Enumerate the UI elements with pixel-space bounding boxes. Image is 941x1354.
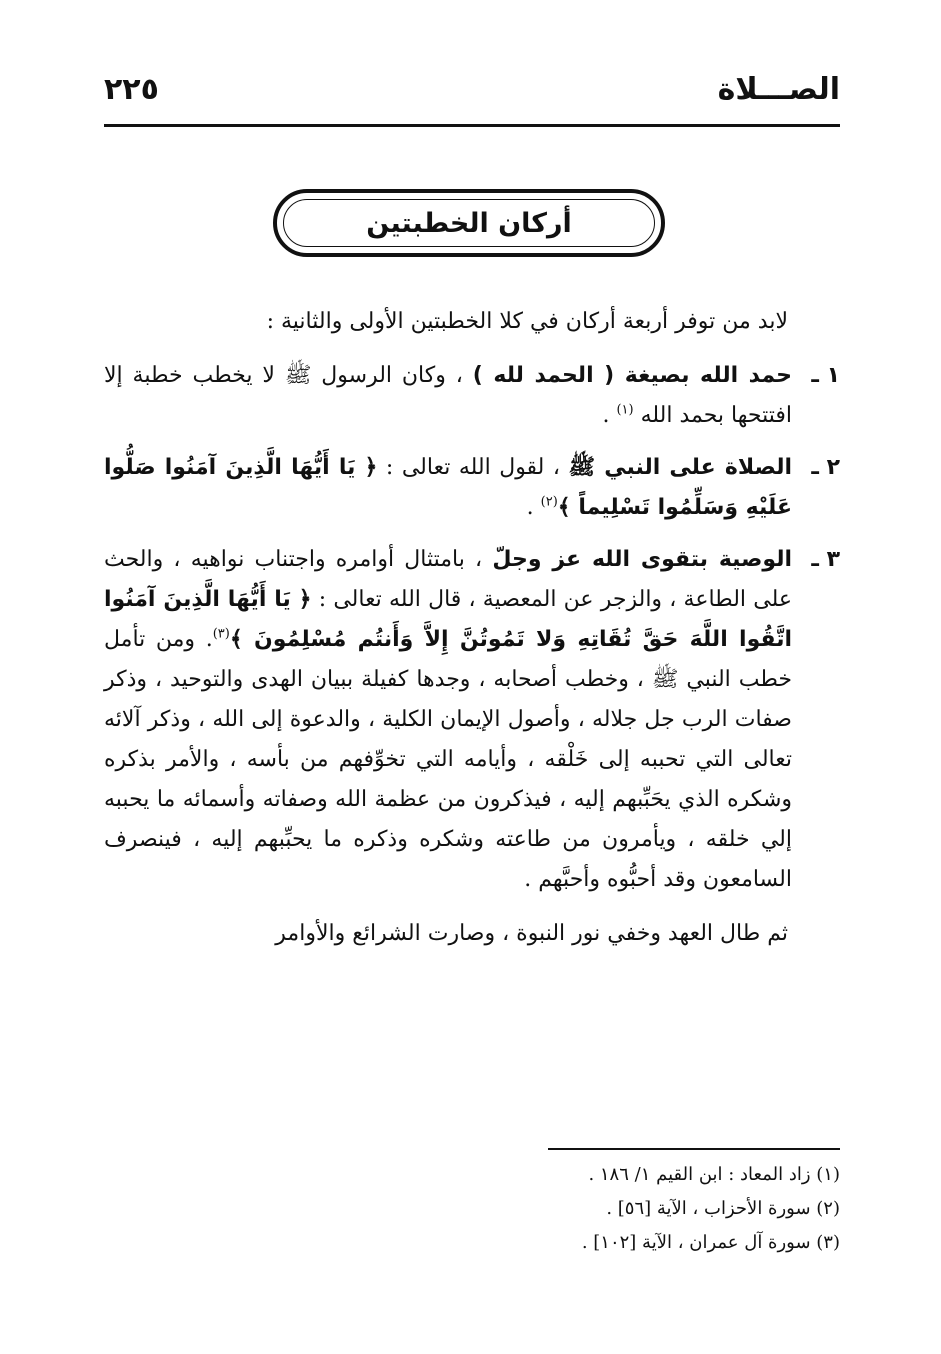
footnotes bbox=[440, 1158, 840, 1260]
item-heading: الوصية بتقوى الله عز وجلّ bbox=[492, 547, 792, 572]
item-text: ، بامتثال أوامره واجتناب نواهيه ، والحث على الطاعة ، والزجر عن المعصية ، قال الله تعالى : bbox=[104, 547, 792, 612]
list-item bbox=[104, 356, 840, 436]
item-text: ، وكان الرسول ﷺ لا يخطب خطبة إلا افتتحها بحمد الله bbox=[104, 363, 792, 428]
list-item bbox=[104, 448, 840, 528]
quran-verse: ﴿ يَا أَيُّهَا الَّذِينَ آمَنُوا صَلُّوا عَلَيْهِ وَسَلِّمُوا تَسْلِيماً ﴾ bbox=[104, 455, 792, 520]
item-text: ، لقول الله تعالى : bbox=[377, 455, 569, 480]
footnote: (١) زاد المعاد : ابن القيم ١/ ١٨٦ . bbox=[588, 1164, 840, 1185]
page-number: ٢٢٥ bbox=[104, 72, 159, 107]
quran-verse: ﴿ يَا أَيُّهَا الَّذِينَ آمَنُوا اتَّقُوا اللَّهَ حَقَّ تُقَاتِهِ وَلا تَمُوتُنَّ إِلاَّ وَأَنتُم مُسْلِمُونَ ﴾ bbox=[104, 587, 792, 652]
section-title: أركان الخطبتين bbox=[366, 207, 572, 239]
footnote: (٣) سورة آل عمران ، الآية [١٠٢] . bbox=[581, 1232, 840, 1253]
item-number: ٣ ـ bbox=[811, 547, 840, 572]
footnote-ref: (٣) bbox=[212, 626, 230, 642]
footnote-rule bbox=[548, 1148, 840, 1150]
list-item bbox=[104, 540, 840, 900]
footnote: (٢) سورة الأحزاب ، الآية [٥٦] . bbox=[606, 1198, 840, 1219]
intro-paragraph: لابد من توفر أربعة أركان في كلا الخطبتين الأولى والثانية : bbox=[266, 309, 788, 334]
header-rule bbox=[104, 124, 840, 127]
item-number: ١ ـ bbox=[811, 363, 840, 388]
item-text-end: . bbox=[526, 495, 541, 520]
item-number: ٢ ـ bbox=[811, 455, 840, 480]
chapter-title: الصـــلاة bbox=[717, 72, 840, 107]
closing-paragraph: ثم طال العهد وخفي نور النبوة ، وصارت الشرائع والأوامر bbox=[275, 921, 788, 946]
item-heading: حمد الله بصيغة ( الحمد لله ) bbox=[472, 363, 792, 388]
footnote-ref: (١) bbox=[616, 402, 634, 418]
item-text-end: . bbox=[602, 403, 617, 428]
footnote-ref: (٢) bbox=[540, 494, 558, 510]
body-text bbox=[104, 302, 840, 964]
section-title-frame bbox=[273, 189, 665, 257]
running-header bbox=[104, 72, 840, 116]
item-heading: الصلاة على النبي ﷺ bbox=[568, 455, 793, 480]
item-text-end: . ومن تأمل خطب النبي ﷺ ، وخطب أصحابه ، وجدها كفيلة ببيان الهدى والتوحيد ، وذكر صفات الرب جل جلاله ، وأصول الإيمان الكلية ، والدعوة إلى الله ، وذكر آلائه تعالى التي تحببه إلى خَلْقه ، وأيامه التي تخوِّفهم من بأسه ، والأمر بذكره وشكره الذي يحَبِّبهم إليه ، فيذكرون من عظمة الله وصفاته وأسمائه ما يحببه إلي خلقه ، ويأمرون من طاعته وشكره وذكره ما يحبِّبهم إليه ، فينصرف السامعون وقد أحبُّوه وأحبَّهم . bbox=[104, 627, 792, 892]
